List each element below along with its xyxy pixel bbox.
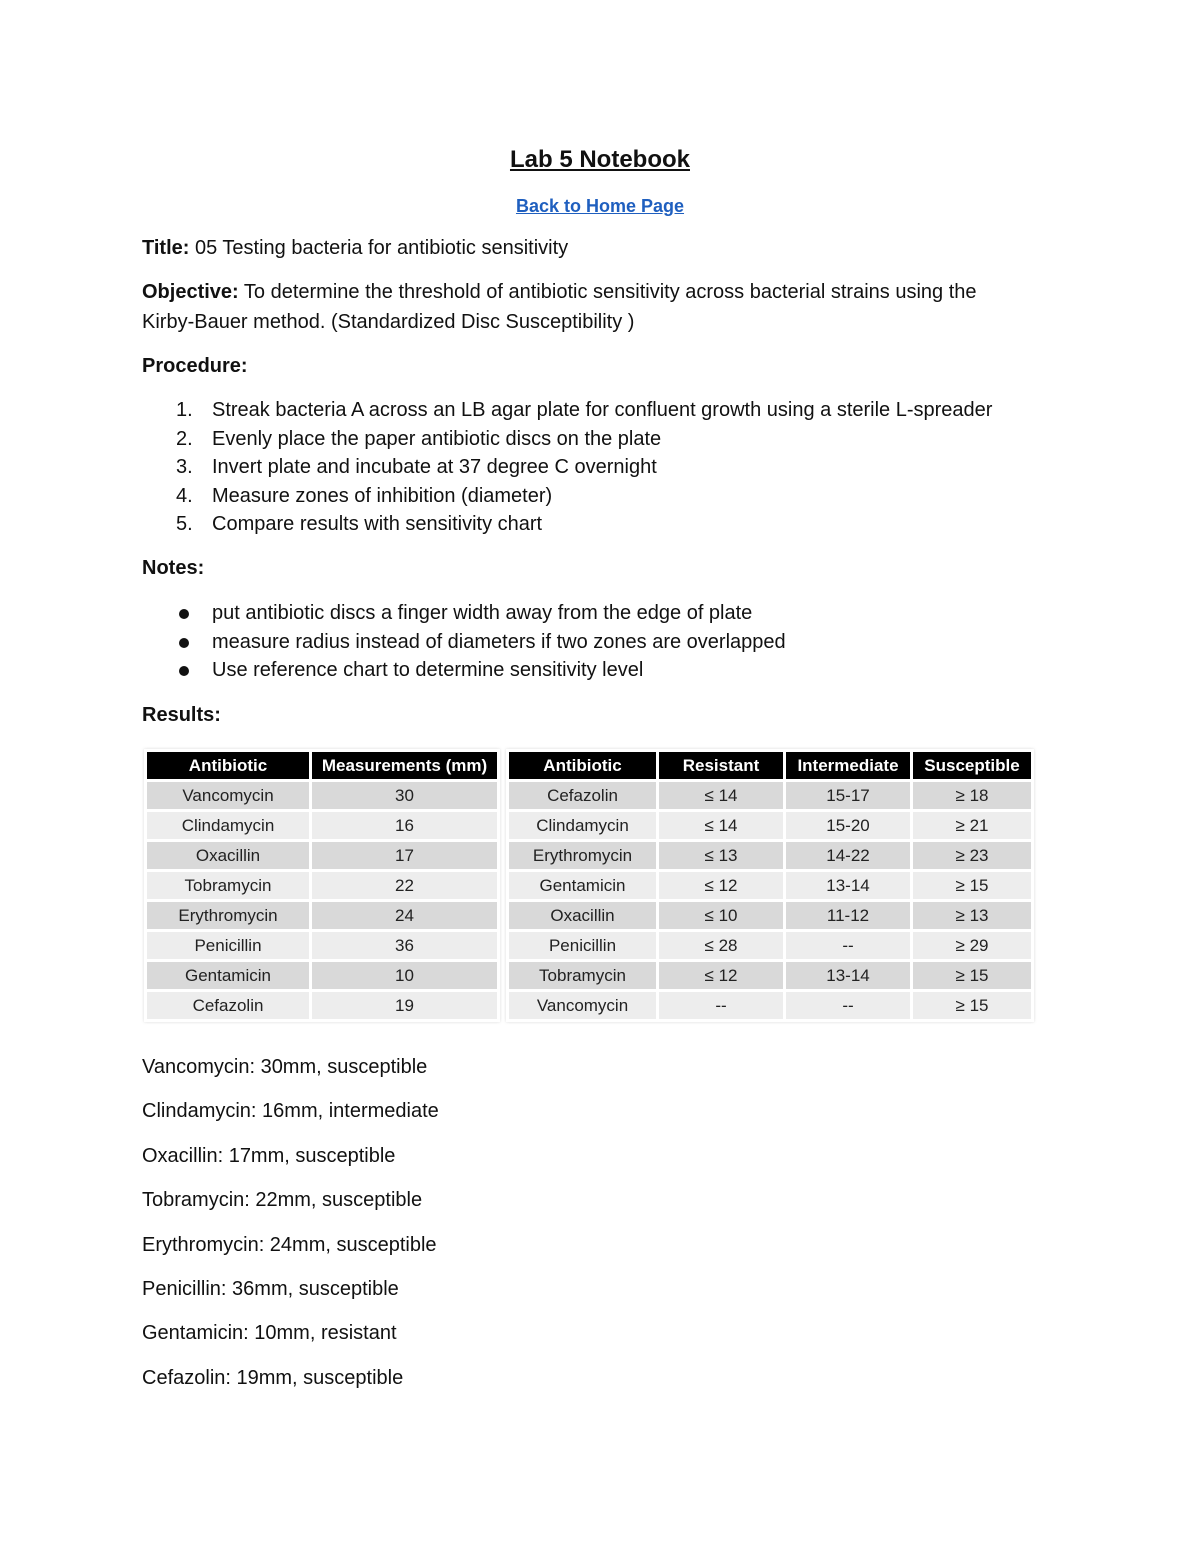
table-cell: 19 — [312, 992, 497, 1019]
table-row — [147, 812, 497, 839]
table-cell: 15-20 — [786, 812, 910, 839]
result-summary-line: Tobramycin: 22mm, susceptible — [142, 1189, 423, 1211]
note-item — [142, 628, 1082, 657]
title-label: Title: — [142, 237, 190, 259]
objective-line-2 — [142, 307, 1072, 337]
objective-label: Objective: — [142, 281, 239, 303]
bullet-icon — [179, 609, 189, 619]
table-cell: ≤ 14 — [659, 812, 783, 839]
table-cell: Penicillin — [147, 932, 309, 959]
table-row — [509, 812, 1031, 839]
step-text: Measure zones of inhibition (diameter) — [212, 484, 553, 507]
result-summary-line: Cefazolin: 19mm, susceptible — [142, 1367, 404, 1389]
procedure-heading — [142, 351, 1072, 381]
table-cell: ≤ 13 — [659, 842, 783, 869]
procedure-step — [142, 425, 1082, 454]
procedure-step — [142, 482, 1082, 511]
table-cell: ≥ 15 — [913, 872, 1031, 899]
table-cell: Tobramycin — [147, 872, 309, 899]
table-cell: ≥ 29 — [913, 932, 1031, 959]
result-summary-line: Oxacillin: 17mm, susceptible — [142, 1145, 396, 1167]
column-header: Antibiotic — [509, 752, 656, 779]
procedure-label: Procedure: — [142, 355, 248, 377]
table-cell: 15-17 — [786, 782, 910, 809]
table-row — [509, 932, 1031, 959]
table-cell: Erythromycin — [147, 902, 309, 929]
title-line — [142, 233, 1072, 263]
results-heading — [142, 700, 1072, 730]
table-cell: 36 — [312, 932, 497, 959]
step-number: 4. — [176, 484, 193, 507]
column-header: Resistant — [659, 752, 783, 779]
back-to-home-link[interactable]: Back to Home Page — [515, 196, 685, 216]
table-cell: ≥ 15 — [913, 962, 1031, 989]
table-cell: 24 — [312, 902, 497, 929]
table-cell: ≥ 23 — [913, 842, 1031, 869]
objective-line-1 — [142, 277, 1072, 307]
bullet-icon — [179, 666, 189, 676]
table-row — [147, 962, 497, 989]
step-text: Streak bacteria A across an LB agar plate for confluent growth using a sterile L-spreader — [212, 399, 993, 421]
table-cell: ≥ 21 — [913, 812, 1031, 839]
table-cell: 17 — [312, 842, 497, 869]
table-row — [147, 902, 497, 929]
title-text: 05 Testing bacteria for antibiotic sensitivity — [194, 237, 569, 259]
procedure-step — [142, 396, 1082, 425]
notes-label: Notes: — [142, 557, 205, 579]
table-cell: 11-12 — [786, 902, 910, 929]
table-cell: ≤ 14 — [659, 782, 783, 809]
procedure-list — [142, 396, 1082, 539]
table-row — [509, 842, 1031, 869]
table-cell: 30 — [312, 782, 497, 809]
table-cell: ≥ 15 — [913, 992, 1031, 1019]
note-item — [142, 656, 1082, 685]
home-link-row — [0, 194, 1200, 218]
table-cell: Cefazolin — [509, 782, 656, 809]
results-label: Results: — [142, 704, 221, 726]
result-summary-line: Gentamicin: 10mm, resistant — [142, 1322, 397, 1344]
table-row — [509, 962, 1031, 989]
bullet-icon — [179, 638, 189, 648]
column-header: Antibiotic — [147, 752, 309, 779]
result-summary-line: Erythromycin: 24mm, susceptible — [142, 1234, 437, 1256]
result-summary-line: Vancomycin: 30mm, susceptible — [142, 1056, 428, 1078]
table-cell: ≥ 18 — [913, 782, 1031, 809]
table-cell: -- — [659, 992, 783, 1019]
result-summary-line: Penicillin: 36mm, susceptible — [142, 1278, 399, 1300]
table-cell: Oxacillin — [147, 842, 309, 869]
table-cell: ≥ 13 — [913, 902, 1031, 929]
step-text: Compare results with sensitivity chart — [212, 513, 543, 536]
objective-text-1: To determine the threshold of antibiotic sensitivity across bacterial strains using the — [243, 281, 977, 303]
table-cell: Oxacillin — [509, 902, 656, 929]
objective-text-2: Kirby-Bauer method. (Standardized Disc Susceptibility ) — [142, 311, 635, 333]
step-number: 3. — [176, 456, 193, 479]
step-text: Invert plate and incubate at 37 degree C overnight — [212, 456, 657, 479]
table-cell: 13-14 — [786, 872, 910, 899]
procedure-step — [142, 510, 1082, 539]
table-cell: -- — [786, 992, 910, 1019]
table-cell: 13-14 — [786, 962, 910, 989]
sensitivity-reference-table — [506, 749, 1034, 1022]
table-cell: Cefazolin — [147, 992, 309, 1019]
step-number: 1. — [176, 399, 193, 421]
column-header: Intermediate — [786, 752, 910, 779]
table-row — [147, 992, 497, 1019]
table-row — [147, 932, 497, 959]
procedure-step — [142, 453, 1082, 482]
table-cell: 10 — [312, 962, 497, 989]
table-header-row — [509, 752, 1031, 779]
table-cell: Gentamicin — [147, 962, 309, 989]
table-row — [509, 782, 1031, 809]
column-header: Measurements (mm) — [312, 752, 497, 779]
table-row — [147, 842, 497, 869]
table-cell: 16 — [312, 812, 497, 839]
table-cell: Gentamicin — [509, 872, 656, 899]
table-row — [509, 902, 1031, 929]
table-cell: ≤ 12 — [659, 872, 783, 899]
table-cell: Clindamycin — [509, 812, 656, 839]
note-text: measure radius instead of diameters if two zones are overlapped — [212, 630, 786, 653]
table-cell: Penicillin — [509, 932, 656, 959]
note-text: Use reference chart to determine sensitivity level — [212, 659, 644, 682]
table-row — [147, 872, 497, 899]
table-cell: Tobramycin — [509, 962, 656, 989]
table-cell: Vancomycin — [147, 782, 309, 809]
table-cell: Vancomycin — [509, 992, 656, 1019]
table-cell: Erythromycin — [509, 842, 656, 869]
page-title: Lab 5 Notebook — [509, 146, 690, 173]
table-cell: 14-22 — [786, 842, 910, 869]
measurements-table — [144, 749, 500, 1022]
note-item — [142, 599, 1082, 628]
step-number: 5. — [176, 513, 193, 536]
table-cell: Clindamycin — [147, 812, 309, 839]
step-text: Evenly place the paper antibiotic discs on the plate — [212, 427, 662, 450]
table-row — [147, 782, 497, 809]
table-cell: 22 — [312, 872, 497, 899]
table-row — [509, 992, 1031, 1019]
table-header-row — [147, 752, 497, 779]
table-cell: ≤ 28 — [659, 932, 783, 959]
column-header: Susceptible — [913, 752, 1031, 779]
table-cell: ≤ 12 — [659, 962, 783, 989]
notes-list — [142, 599, 1082, 685]
table-cell: -- — [786, 932, 910, 959]
table-cell: ≤ 10 — [659, 902, 783, 929]
table-row — [509, 872, 1031, 899]
step-number: 2. — [176, 427, 193, 450]
notes-heading — [142, 553, 1072, 583]
note-text: put antibiotic discs a finger width away from the edge of plate — [212, 602, 753, 624]
result-summary-line: Clindamycin: 16mm, intermediate — [142, 1100, 439, 1122]
